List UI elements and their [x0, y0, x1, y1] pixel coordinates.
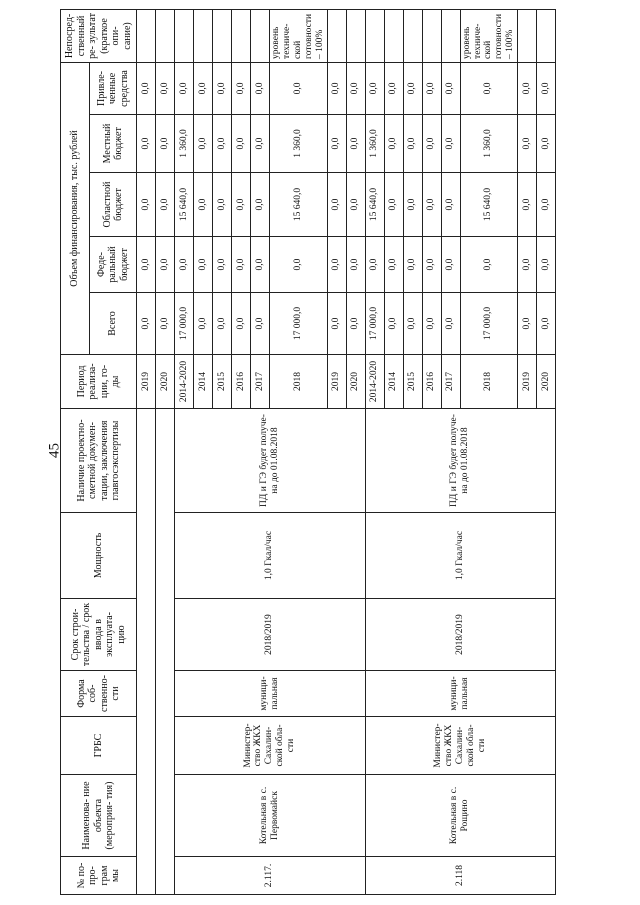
- local-cell: 0,0: [403, 115, 422, 173]
- local-cell: 0,0: [518, 115, 537, 173]
- local-cell: 1 360,0: [175, 115, 194, 173]
- local-cell: 0,0: [137, 115, 156, 173]
- regional-cell: 0,0: [441, 173, 460, 237]
- local-cell: 0,0: [384, 115, 403, 173]
- rotated-table-container: [60, 10, 551, 895]
- period-cell: 2018: [270, 355, 328, 409]
- total-cell: 0,0: [441, 293, 460, 355]
- federal-cell: 0,0: [270, 237, 328, 293]
- attracted-cell: 0,0: [460, 62, 518, 114]
- attracted-cell: 0,0: [441, 62, 460, 114]
- period-cell: 2017: [441, 355, 460, 409]
- period-cell: 2020: [537, 355, 556, 409]
- federal-cell: 0,0: [194, 237, 213, 293]
- attracted-cell: 0,0: [346, 62, 365, 114]
- attracted-cell: 0,0: [365, 62, 384, 114]
- regional-cell: 15 640,0: [460, 173, 518, 237]
- object-name: Котельная в с. Первомайск: [175, 775, 366, 857]
- funding-table: [60, 9, 556, 895]
- total-cell: 17 000,0: [270, 293, 328, 355]
- period-cell: 2020: [346, 355, 365, 409]
- empty-cell: [156, 409, 175, 895]
- result-cell: [175, 9, 194, 62]
- result-cell: [346, 9, 365, 62]
- federal-cell: 0,0: [403, 237, 422, 293]
- result-cell: [213, 9, 232, 62]
- attracted-cell: 0,0: [384, 62, 403, 114]
- result-cell: уровень техниче- ской готовности – 100%: [460, 9, 518, 62]
- result-cell: [156, 9, 175, 62]
- local-cell: 1 360,0: [460, 115, 518, 173]
- object-ownership: муници- пальная: [365, 671, 556, 717]
- total-cell: 0,0: [251, 293, 270, 355]
- regional-cell: 0,0: [137, 173, 156, 237]
- regional-cell: 0,0: [327, 173, 346, 237]
- period-cell: 2018: [460, 355, 518, 409]
- local-cell: 0,0: [194, 115, 213, 173]
- local-cell: 0,0: [327, 115, 346, 173]
- total-cell: 0,0: [194, 293, 213, 355]
- federal-cell: 0,0: [518, 237, 537, 293]
- local-cell: 0,0: [232, 115, 251, 173]
- result-cell: [137, 9, 156, 62]
- result-cell: [384, 9, 403, 62]
- object-term: 2018/2019: [175, 599, 366, 671]
- header-period: Период реализа- ции, го- ды: [61, 355, 137, 409]
- header-result: Непосред- ственный ре- зультат (краткое опи- сание): [61, 9, 137, 62]
- federal-cell: 0,0: [327, 237, 346, 293]
- header-name: Наименова- ние объекта (мероприя- тия): [61, 775, 137, 857]
- attracted-cell: 0,0: [137, 62, 156, 114]
- object-number: 2.118: [365, 857, 556, 895]
- header-num: № по- про- грам мы: [61, 857, 137, 895]
- regional-cell: 0,0: [422, 173, 441, 237]
- header-attracted: Привле- ченные средства: [90, 62, 137, 114]
- total-cell: 0,0: [156, 293, 175, 355]
- header-grbs: ГРБС: [61, 717, 137, 775]
- attracted-cell: 0,0: [175, 62, 194, 114]
- total-cell: 0,0: [403, 293, 422, 355]
- federal-cell: 0,0: [137, 237, 156, 293]
- total-cell: 0,0: [137, 293, 156, 355]
- regional-cell: 0,0: [213, 173, 232, 237]
- object-capacity: 1,0 Гкал/час: [365, 513, 556, 599]
- regional-cell: 0,0: [232, 173, 251, 237]
- total-cell: 0,0: [422, 293, 441, 355]
- result-cell: [403, 9, 422, 62]
- period-cell: 2014: [194, 355, 213, 409]
- header-federal: Феде- ральный бюджет: [90, 237, 137, 293]
- local-cell: 0,0: [156, 115, 175, 173]
- regional-cell: 0,0: [251, 173, 270, 237]
- table-row: [156, 9, 175, 894]
- local-cell: 0,0: [346, 115, 365, 173]
- period-cell: 2016: [422, 355, 441, 409]
- federal-cell: 0,0: [175, 237, 194, 293]
- federal-cell: 0,0: [365, 237, 384, 293]
- period-cell: 2019: [137, 355, 156, 409]
- period-cell: 2019: [327, 355, 346, 409]
- period-cell: 2015: [213, 355, 232, 409]
- total-cell: 0,0: [232, 293, 251, 355]
- page-number: 45: [46, 443, 63, 458]
- table-row: [175, 9, 194, 894]
- result-cell: [422, 9, 441, 62]
- object-grbs: Министер- ство ЖКХ Сахалин- ской обла- сти: [365, 717, 556, 775]
- regional-cell: 0,0: [518, 173, 537, 237]
- regional-cell: 0,0: [156, 173, 175, 237]
- regional-cell: 0,0: [403, 173, 422, 237]
- local-cell: 0,0: [537, 115, 556, 173]
- object-name: Котельная в с. Рощино: [365, 775, 556, 857]
- total-cell: 0,0: [327, 293, 346, 355]
- header-total: Всего: [90, 293, 137, 355]
- header-term: Срок строи- тельства / срок ввода в эксплуата- цию: [61, 599, 137, 671]
- federal-cell: 0,0: [384, 237, 403, 293]
- empty-cell: [137, 409, 156, 895]
- regional-cell: 0,0: [384, 173, 403, 237]
- total-cell: 0,0: [537, 293, 556, 355]
- header-ownership: Форма соб- ственно- сти: [61, 671, 137, 717]
- result-cell: уровень техниче- ской готовности – 100%: [270, 9, 328, 62]
- total-cell: 0,0: [213, 293, 232, 355]
- federal-cell: 0,0: [213, 237, 232, 293]
- federal-cell: 0,0: [156, 237, 175, 293]
- table-row: [137, 9, 156, 894]
- attracted-cell: 0,0: [156, 62, 175, 114]
- table-body: [137, 9, 556, 894]
- total-cell: 0,0: [384, 293, 403, 355]
- local-cell: 1 360,0: [365, 115, 384, 173]
- attracted-cell: 0,0: [422, 62, 441, 114]
- regional-cell: 15 640,0: [270, 173, 328, 237]
- period-cell: 2019: [518, 355, 537, 409]
- table-header: [61, 9, 137, 894]
- object-capacity: 1,0 Гкал/час: [175, 513, 366, 599]
- result-cell: [365, 9, 384, 62]
- federal-cell: 0,0: [251, 237, 270, 293]
- attracted-cell: 0,0: [403, 62, 422, 114]
- result-cell: [194, 9, 213, 62]
- regional-cell: 0,0: [194, 173, 213, 237]
- total-cell: 0,0: [346, 293, 365, 355]
- federal-cell: 0,0: [232, 237, 251, 293]
- total-cell: 17 000,0: [175, 293, 194, 355]
- period-cell: 2020: [156, 355, 175, 409]
- period-cell: 2014: [384, 355, 403, 409]
- object-grbs: Министер- ство ЖКХ Сахалин- ской обла- сти: [175, 717, 366, 775]
- table-row: [365, 9, 384, 894]
- federal-cell: 0,0: [441, 237, 460, 293]
- federal-cell: 0,0: [346, 237, 365, 293]
- local-cell: 0,0: [422, 115, 441, 173]
- object-psd: ПД и ГЭ будет получе- на до 01.08.2018: [175, 409, 366, 513]
- header-funding: Объем финансирования, тыс. рублей: [61, 62, 90, 354]
- result-cell: [232, 9, 251, 62]
- total-cell: 0,0: [518, 293, 537, 355]
- period-cell: 2014-2020: [365, 355, 384, 409]
- attracted-cell: 0,0: [213, 62, 232, 114]
- attracted-cell: 0,0: [518, 62, 537, 114]
- federal-cell: 0,0: [537, 237, 556, 293]
- header-capacity: Мощность: [61, 513, 137, 599]
- header-local: Местный бюджет: [90, 115, 137, 173]
- attracted-cell: 0,0: [537, 62, 556, 114]
- result-cell: [327, 9, 346, 62]
- period-cell: 2016: [232, 355, 251, 409]
- attracted-cell: 0,0: [232, 62, 251, 114]
- object-number: 2.117.: [175, 857, 366, 895]
- total-cell: 17 000,0: [365, 293, 384, 355]
- period-cell: 2015: [403, 355, 422, 409]
- regional-cell: 0,0: [346, 173, 365, 237]
- regional-cell: 0,0: [537, 173, 556, 237]
- object-ownership: муници- пальная: [175, 671, 366, 717]
- regional-cell: 15 640,0: [175, 173, 194, 237]
- attracted-cell: 0,0: [270, 62, 328, 114]
- object-psd: ПД и ГЭ будет получе- на до 01.08.2018: [365, 409, 556, 513]
- result-cell: [441, 9, 460, 62]
- attracted-cell: 0,0: [327, 62, 346, 114]
- total-cell: 17 000,0: [460, 293, 518, 355]
- local-cell: 0,0: [213, 115, 232, 173]
- local-cell: 1 360,0: [270, 115, 328, 173]
- local-cell: 0,0: [251, 115, 270, 173]
- federal-cell: 0,0: [422, 237, 441, 293]
- result-cell: [518, 9, 537, 62]
- attracted-cell: 0,0: [251, 62, 270, 114]
- header-regional: Областной бюджет: [90, 173, 137, 237]
- federal-cell: 0,0: [460, 237, 518, 293]
- header-psd: Наличие проектно- сметной докумен- тации, заключения главгосэкспертизы: [61, 409, 137, 513]
- result-cell: [251, 9, 270, 62]
- object-term: 2018/2019: [365, 599, 556, 671]
- attracted-cell: 0,0: [194, 62, 213, 114]
- period-cell: 2014-2020: [175, 355, 194, 409]
- regional-cell: 15 640,0: [365, 173, 384, 237]
- result-cell: [537, 9, 556, 62]
- period-cell: 2017: [251, 355, 270, 409]
- local-cell: 0,0: [441, 115, 460, 173]
